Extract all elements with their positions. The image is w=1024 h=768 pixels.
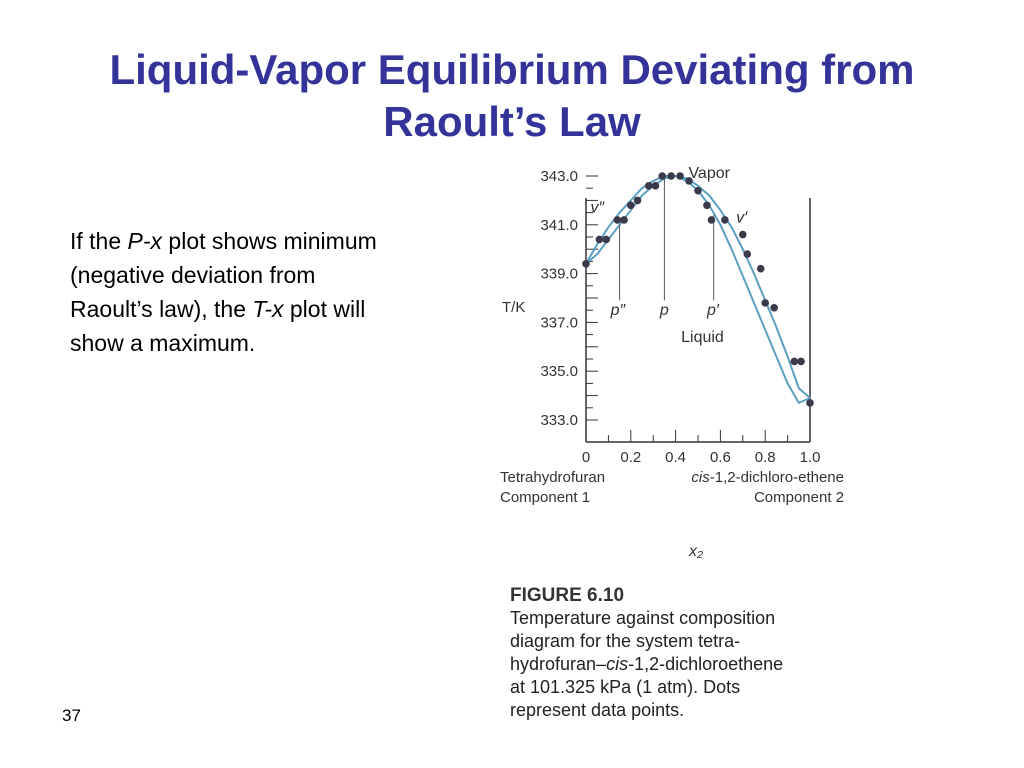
- caption-line-2: diagram for the system tetra-: [510, 631, 741, 651]
- x-tick-label: 0.2: [620, 449, 642, 466]
- y-tick-label: 335.0: [540, 363, 578, 381]
- vapor-region-label: Vapor: [688, 165, 730, 182]
- figure-label: FIGURE 6.10: [510, 585, 625, 606]
- x-tick-label: 0.4: [665, 449, 687, 466]
- data-point: [703, 201, 711, 209]
- caption-line-4: at 101.325 kPa (1 atm). Dots: [510, 677, 741, 697]
- right-component-label-1: [691, 469, 844, 486]
- right-component-label-2: Component 2: [753, 489, 844, 506]
- text-tx: T-x: [252, 296, 284, 322]
- left-component-label-2: Component 1: [500, 489, 591, 506]
- point-label: p: [659, 302, 669, 320]
- figure-caption: [510, 584, 850, 722]
- y-tick-label: 333.0: [540, 412, 578, 429]
- right-component-label-text: -1,2-dichloro-ethene: [709, 469, 844, 486]
- text-part-b: plot shows minimum (negative deviation from Raoult’s law), the: [70, 228, 377, 322]
- data-point: [658, 172, 666, 180]
- data-point: [757, 265, 765, 273]
- data-point: [791, 358, 799, 366]
- tx-diagram-chart: [490, 150, 860, 570]
- data-point: [676, 172, 684, 180]
- y-tick-label: 343.0: [540, 168, 578, 185]
- data-point: [634, 197, 642, 205]
- data-point: [770, 304, 778, 312]
- x-tick-label: 0: [581, 449, 591, 466]
- chart-points: [582, 172, 814, 407]
- data-point: [761, 299, 769, 307]
- data-point: [602, 236, 610, 244]
- caption-line-3b: -1,2-dichloroethene: [628, 654, 784, 674]
- y-tick-label: 337.0: [540, 314, 578, 332]
- point-label: p″: [610, 302, 626, 320]
- data-point: [582, 260, 590, 268]
- y-tick-label: 339.0: [540, 265, 578, 283]
- data-point: [596, 236, 604, 244]
- data-point: [627, 201, 635, 209]
- text-part-a: If the: [70, 228, 128, 254]
- liquid-region-label: Liquid: [681, 328, 724, 346]
- data-point: [694, 187, 702, 195]
- point-label: p′: [706, 302, 719, 320]
- data-point: [797, 358, 805, 366]
- point-label: v′: [736, 209, 748, 227]
- x-tick-label: 1.0: [799, 449, 821, 466]
- data-point: [667, 172, 675, 180]
- data-point: [614, 216, 622, 224]
- caption-line-3-italic: cis: [606, 654, 629, 674]
- title-line-2: Raoult’s Law: [383, 98, 641, 145]
- title-line-1: Liquid-Vapor Equilibrium Deviating from: [109, 46, 915, 93]
- point-label: v″: [590, 199, 605, 217]
- data-point: [739, 231, 747, 239]
- data-point: [708, 216, 716, 224]
- caption-line-3a: hydrofuran–: [510, 654, 607, 674]
- slide-number: 37: [62, 706, 81, 725]
- data-point: [743, 250, 751, 258]
- caption-line-1: Temperature against composition: [510, 608, 776, 628]
- x-axis-label: x₂: [688, 543, 704, 560]
- x-tick-label: 0.6: [709, 449, 731, 466]
- body-paragraph: [70, 224, 380, 360]
- chart-curves: [586, 176, 810, 403]
- x-tick-label: 0.8: [754, 449, 776, 466]
- right-component-label-italic: cis: [691, 469, 710, 486]
- data-point: [620, 216, 628, 224]
- caption-line-3: [510, 653, 850, 676]
- data-point: [652, 182, 660, 190]
- text-px: P-x: [127, 228, 163, 254]
- slide-title: [40, 44, 984, 148]
- data-point: [806, 399, 814, 407]
- data-point: [645, 182, 653, 190]
- y-axis-label: T/K: [502, 299, 526, 316]
- data-point: [721, 216, 729, 224]
- y-tick-label: 341.0: [540, 216, 578, 234]
- left-component-label-1: Tetrahydrofuran: [500, 469, 606, 486]
- text-part-c: plot will show a maximum.: [70, 296, 366, 356]
- caption-line-5: represent data points.: [510, 700, 685, 720]
